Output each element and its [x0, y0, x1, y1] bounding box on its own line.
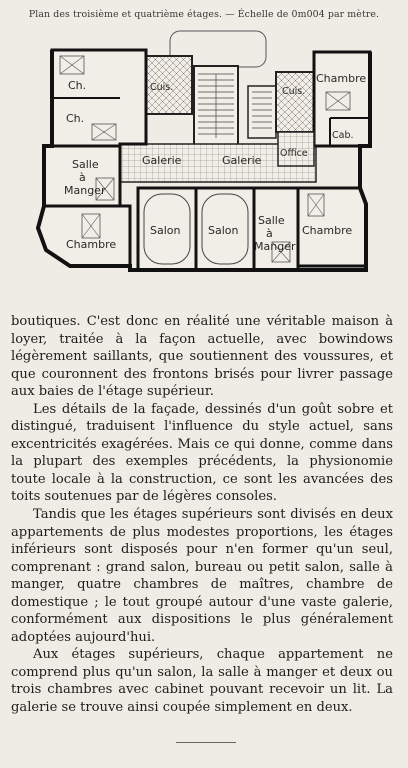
paragraph-4: Aux étages supérieurs, chaque appartement ne comprend plus qu'un salon, la salle à manger et deux ou trois chambres avec cabinet pouvant recevoir un lit. La galerie se trouve ainsi coupée simplement en deux.: [11, 647, 393, 716]
label-salle-right-1: Salle: [258, 214, 285, 227]
kitchen-right-floor: [276, 72, 314, 132]
paragraph-1: boutiques. C'est donc en réalité une véritable maison à loyer, traitée à la façon actuelle, avec bowindows légèrement saillants, que soutiennent des voussures, et que couronnent des frontons brisés pour livrer passage aux baies de l'étage supérieur.: [11, 314, 393, 400]
label-salle-left-1: Salle: [72, 158, 99, 171]
label-salle-right-2: à: [266, 227, 273, 240]
label-salle-right-3: Manger: [254, 240, 296, 253]
label-ch-1: Ch.: [68, 79, 87, 92]
label-office: Office: [280, 148, 308, 159]
label-cuis-right: Cuis.: [282, 86, 306, 97]
label-salon-right: Salon: [208, 224, 239, 237]
label-ch-2: Ch.: [66, 112, 85, 125]
label-chambre-top-right: Chambre: [316, 72, 367, 85]
label-salle-left-2: à: [79, 171, 86, 184]
paragraph-3: Tandis que les étages supérieurs sont divisés en deux appartements de plus modestes proportions, les étages inférieurs sont disposés pour n'en former qu'un seul, comprenant : grand salon, bureau ou petit salon, salle à manger, quatre chambres de maîtres, chambre de domestique ; le tout groupé autour d'une vaste galerie, conformément aux dispositions le plus généralement adoptées aujourd'hui.: [11, 507, 393, 645]
floor-plan: [26, 28, 386, 292]
label-galerie-right: Galerie: [222, 154, 262, 167]
label-chambre-bottom-right: Chambre: [302, 224, 353, 237]
plan-caption: Plan des troisième et quatrième étages. — Échelle de 0m004 par mètre.: [28, 9, 380, 20]
service-stair: [248, 86, 276, 138]
paragraph-2: Les détails de la façade, dessinés d'un goût sobre et distingué, traduisent l'influence du style actuel, sans excentricités exagérées. Mais ce qui donne, comme dans la plupart des exemples précédents, la physionomie toute locale à la construction, ce sont les avancées des toits soutenues par de légères consoles.: [11, 401, 393, 505]
end-rule: [176, 742, 236, 743]
label-salle-left-3: Manger: [64, 184, 106, 197]
label-galerie-left: Galerie: [142, 154, 182, 167]
staircase: [194, 66, 238, 146]
label-salon-left: Salon: [150, 224, 181, 237]
article-body: [11, 313, 393, 717]
label-cuis-left: Cuis.: [150, 82, 174, 93]
label-cab: Cab.: [332, 130, 354, 141]
floor-plan-drawing: [26, 28, 386, 292]
label-chambre-bottom-left: Chambre: [66, 238, 117, 251]
